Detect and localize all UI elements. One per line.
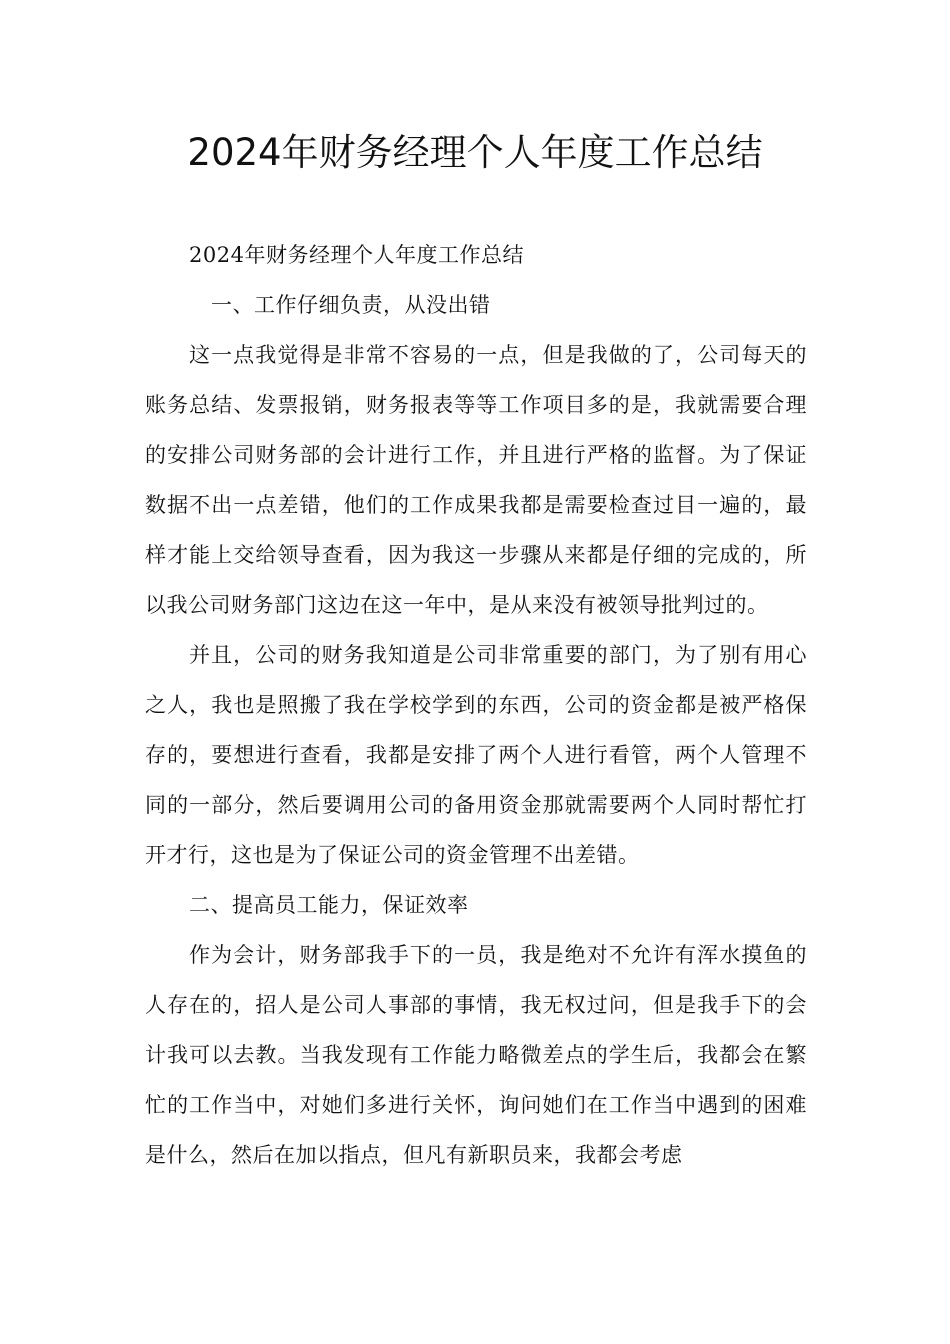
paragraph: 作为会计，财务部我手下的一员，我是绝对不允许有浑水摸鱼的人存在的，招人是公司人事部的事情，我无权过问，但是我手下的会计我可以去教。当我发现有工作能力略微差点的学生后，我都会在繁忙的工作当中，对她们多进行关怀，询问她们在工作当中遇到的困难是什么，然后在加以指点，但凡有新职员来，我都会考虑: [145, 943, 807, 1167]
document-title: 2024年财务经理个人年度工作总结: [187, 131, 763, 174]
paragraph: 这一点我觉得是非常不容易的一点，但是我做的了，公司每天的账务总结、发票报销，财务报表等等工作项目多的是，我就需要合理的安排公司财务部的会计进行工作，并且进行严格的监督。为了保证数据不出一点差错，他们的工作成果我都是需要检查过目一遍的，最样才能上交给领导查看，因为我这一步骤从来都是仔细的完成的，所以我公司财务部门这边在这一年中，是从来没有被领导批判过的。: [145, 343, 807, 617]
body-title-line: 2024年财务经理个人年度工作总结: [189, 243, 524, 267]
paragraph: 并且，公司的财务我知道是公司非常重要的部门，为了别有用心之人，我也是照搬了我在学校学到的东西，公司的资金都是被严格保存的，要想进行查看，我都是安排了两个人进行看管，两个人管理不同的一部分，然后要调用公司的备用资金那就需要两个人同时帮忙打开才行，这也是为了保证公司的资金管理不出差错。: [145, 643, 807, 867]
document-body: [145, 230, 807, 1180]
section-heading-2: 二、提高员工能力，保证效率: [189, 893, 469, 917]
section-heading-1: 一、工作仔细负责，从没出错: [211, 293, 491, 317]
